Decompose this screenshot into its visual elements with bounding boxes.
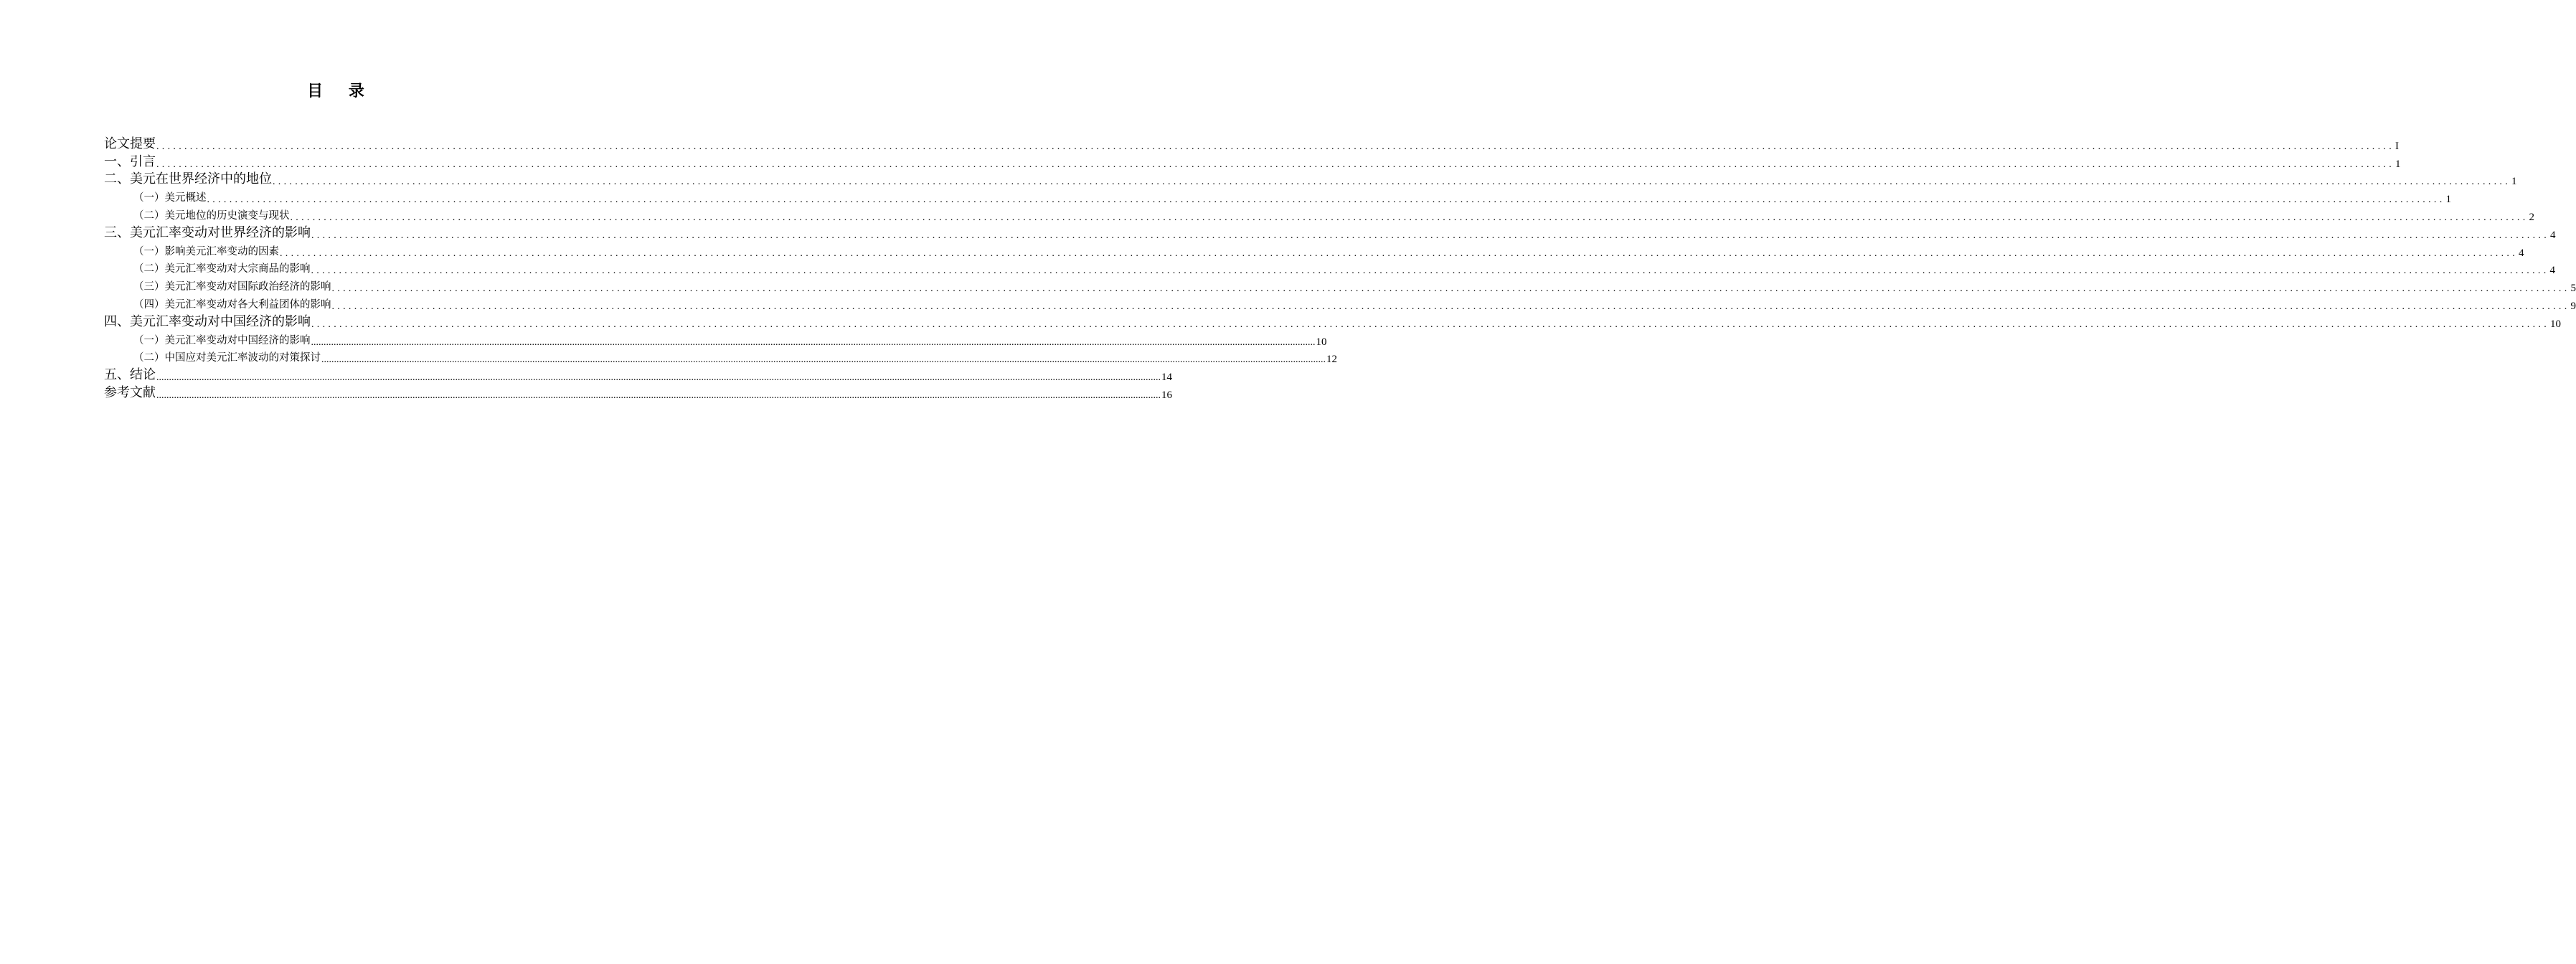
toc-title: 目 录 bbox=[307, 82, 374, 100]
toc-entry-chapter[interactable] bbox=[104, 313, 2561, 331]
toc-page-number: 14 bbox=[1161, 372, 1172, 384]
toc-entry-label: 五、结论 bbox=[104, 367, 156, 383]
toc-entry-chapter[interactable] bbox=[104, 224, 2556, 242]
toc-dot-leader: ................................................................................................................................................................................................................................................................................................................................................................................................................ bbox=[280, 247, 2518, 259]
toc-entry-section[interactable] bbox=[104, 242, 2524, 260]
toc-page-number: 10 bbox=[1316, 336, 1327, 348]
toc-page-number: 10 bbox=[2550, 318, 2561, 330]
toc-entry-label: 二、美元在世界经济中的地位 bbox=[104, 171, 272, 187]
toc-entry-label: （二）美元汇率变动对大宗商品的影响 bbox=[133, 263, 311, 275]
toc-dot-leader: ................................................................................................................................................................................................................................................................................................................................................................................................................ bbox=[156, 372, 1161, 384]
toc-dot-leader: ................................................................................................................................................................................................................................................................................................................................................................................................................ bbox=[311, 265, 2549, 277]
toc-entry-label: （二）美元地位的历史演变与现状 bbox=[133, 209, 290, 222]
toc-entry-label: （一）美元概述 bbox=[133, 192, 207, 204]
toc-entry-chapter[interactable] bbox=[104, 135, 2399, 153]
toc-entry-label: 论文提要 bbox=[104, 136, 156, 151]
toc-dot-leader: ................................................................................................................................................................................................................................................................................................................................................................................................................ bbox=[331, 301, 2570, 312]
toc-entry-label: （三）美元汇率变动对国际政治经济的影响 bbox=[133, 281, 331, 293]
toc-page-number: 16 bbox=[1161, 389, 1172, 401]
toc-dot-leader: ................................................................................................................................................................................................................................................................................................................................................................................................................ bbox=[156, 141, 2395, 152]
toc-entry-chapter[interactable] bbox=[104, 171, 2517, 189]
toc-entry-label: （一）美元汇率变动对中国经济的影响 bbox=[133, 334, 311, 346]
toc-entry-label: （二）中国应对美元汇率波动的对策探讨 bbox=[133, 352, 321, 364]
toc-dot-leader: ................................................................................................................................................................................................................................................................................................................................................................................................................ bbox=[273, 176, 2511, 188]
toc-dot-leader: ................................................................................................................................................................................................................................................................................................................................................................................................................ bbox=[156, 389, 1161, 401]
toc-entry-chapter[interactable] bbox=[104, 366, 1172, 384]
toc-dot-leader: ................................................................................................................................................................................................................................................................................................................................................................................................................ bbox=[311, 318, 2549, 330]
toc-page-number: 4 bbox=[2549, 265, 2555, 277]
toc-page-number: 4 bbox=[2550, 229, 2556, 241]
toc-entry-section[interactable] bbox=[104, 260, 2555, 278]
toc-dot-leader: ................................................................................................................................................................................................................................................................................................................................................................................................................ bbox=[207, 194, 2445, 206]
toc-entry-chapter[interactable] bbox=[104, 153, 2401, 171]
toc-dot-leader: ................................................................................................................................................................................................................................................................................................................................................................................................................ bbox=[156, 159, 2395, 170]
toc-entry-section[interactable] bbox=[104, 295, 2576, 313]
toc-page-number: 1 bbox=[2395, 158, 2401, 170]
table-of-contents bbox=[104, 135, 2576, 402]
toc-dot-leader: ................................................................................................................................................................................................................................................................................................................................................................................................................ bbox=[321, 354, 1326, 366]
toc-dot-leader: ................................................................................................................................................................................................................................................................................................................................................................................................................ bbox=[311, 230, 2549, 241]
toc-entry-chapter[interactable] bbox=[104, 384, 1172, 402]
toc-entry-label: 四、美元汇率变动对中国经济的影响 bbox=[104, 313, 311, 329]
toc-entry-section[interactable] bbox=[104, 188, 2451, 206]
toc-page-number: 9 bbox=[2570, 300, 2576, 312]
toc-entry-section[interactable] bbox=[104, 331, 1327, 349]
toc-page-number: 12 bbox=[1326, 354, 1337, 366]
toc-entry-label: 参考文献 bbox=[104, 384, 156, 400]
toc-page-number: 5 bbox=[2570, 283, 2576, 295]
toc-page-number: 2 bbox=[2529, 211, 2534, 223]
toc-entry-label: 一、引言 bbox=[104, 153, 156, 169]
toc-entry-label: （四）美元汇率变动对各大利益团体的影响 bbox=[133, 298, 331, 311]
toc-entry-section[interactable] bbox=[104, 349, 1337, 367]
toc-page-number: 4 bbox=[2519, 247, 2524, 259]
toc-entry-label: （一）影响美元汇率变动的因素 bbox=[133, 245, 279, 257]
toc-entry-section[interactable] bbox=[104, 277, 2576, 295]
toc-page-number: 1 bbox=[2511, 176, 2517, 188]
toc-dot-leader: ................................................................................................................................................................................................................................................................................................................................................................................................................ bbox=[290, 212, 2529, 223]
toc-dot-leader: ................................................................................................................................................................................................................................................................................................................................................................................................................ bbox=[331, 283, 2570, 295]
toc-entry-section[interactable] bbox=[104, 206, 2534, 224]
toc-entry-label: 三、美元汇率变动对世界经济的影响 bbox=[104, 225, 311, 240]
toc-page-number: 1 bbox=[2445, 194, 2451, 206]
toc-dot-leader: ................................................................................................................................................................................................................................................................................................................................................................................................................ bbox=[311, 336, 1316, 348]
toc-page-number: I bbox=[2395, 140, 2399, 152]
